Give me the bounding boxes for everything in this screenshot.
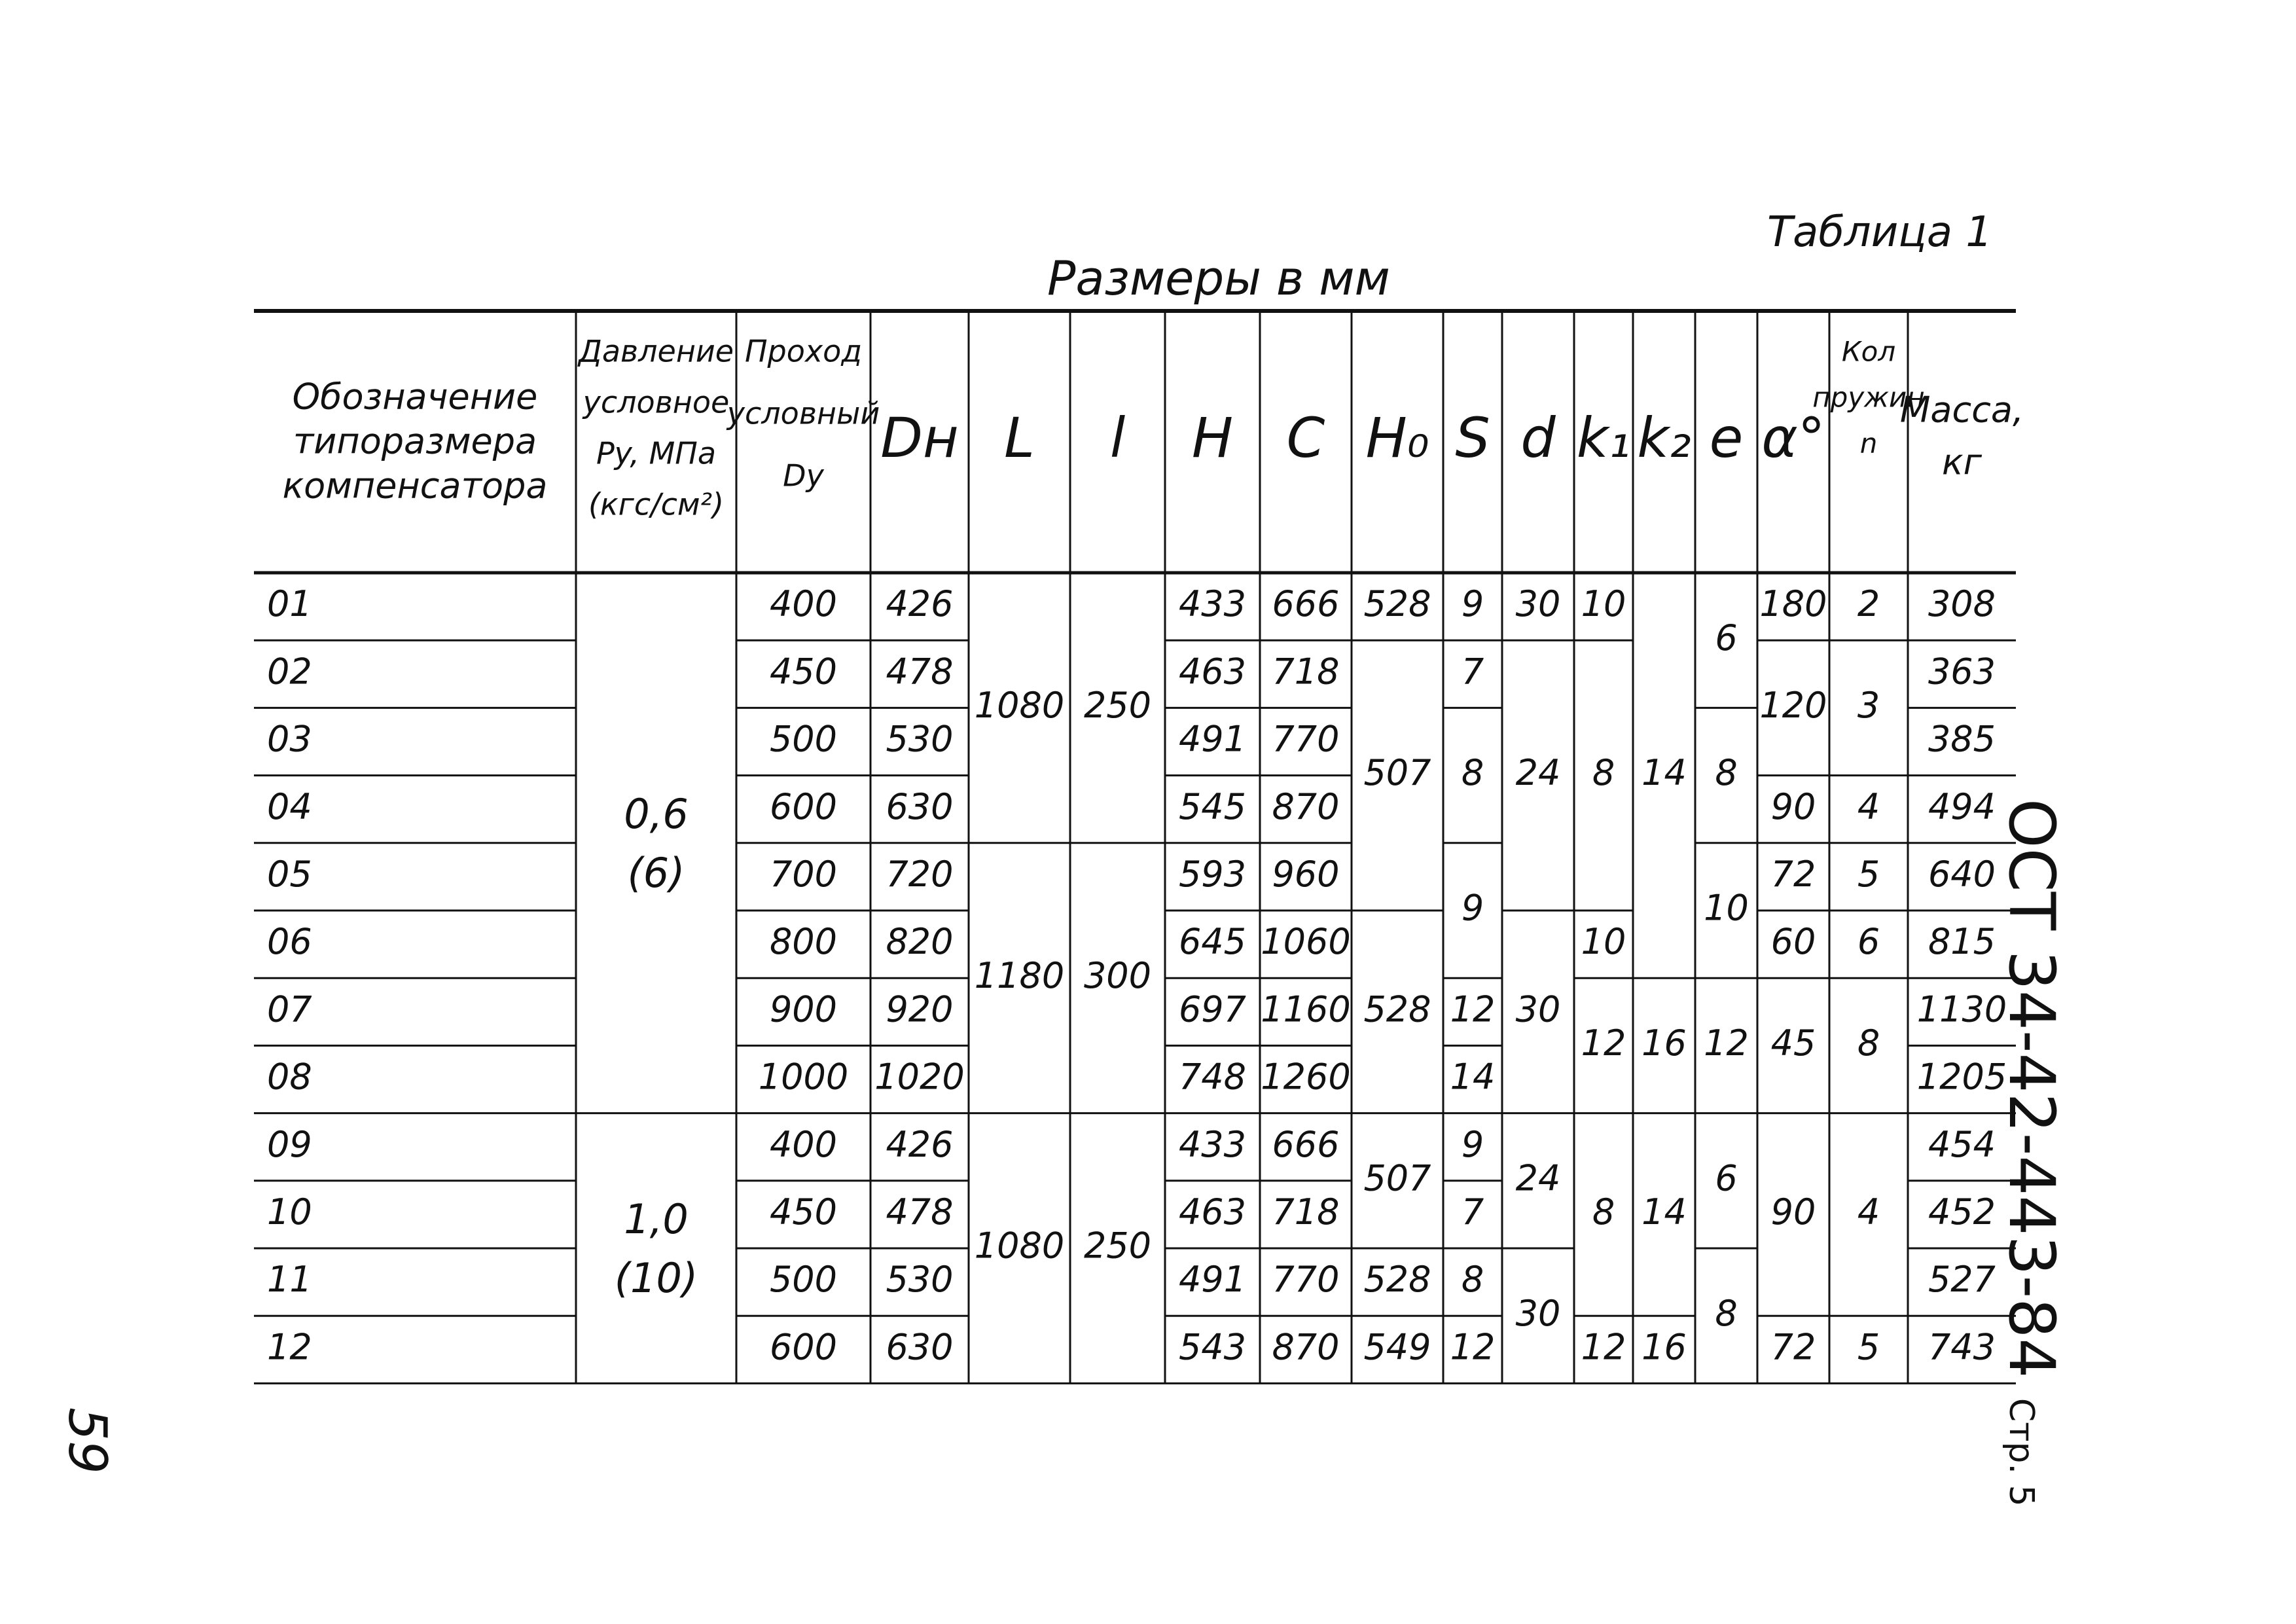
mass-cell: 454	[1928, 1123, 1996, 1165]
standard-code: ОСТ 34-42-443-84	[1995, 799, 2068, 1379]
H0-cell: 507	[1363, 1157, 1431, 1199]
alpha-cell: 45	[1770, 1022, 1816, 1064]
H-cell: 491	[1178, 1259, 1247, 1301]
k1-cell: 12	[1581, 1022, 1626, 1064]
S-cell: 9	[1461, 887, 1484, 929]
n-cell: 8	[1857, 1022, 1880, 1064]
H-cell: 697	[1178, 988, 1247, 1030]
alpha-cell: 90	[1770, 785, 1816, 827]
e-cell: 6	[1715, 1157, 1738, 1199]
H-cell: 433	[1178, 1123, 1247, 1165]
l-cell: 250	[1083, 685, 1152, 727]
n-cell: 6	[1857, 921, 1880, 963]
mass-cell: 494	[1928, 785, 1996, 827]
header-alpha: α°	[1761, 405, 1825, 470]
n-cell: 5	[1857, 1326, 1880, 1368]
Dn-cell: 426	[886, 583, 954, 625]
n-cell: 3	[1857, 685, 1880, 727]
H-cell: 491	[1178, 718, 1247, 760]
designation-cell: 01	[267, 583, 312, 625]
Dy-cell: 600	[769, 1326, 838, 1368]
H0-cell: 528	[1363, 988, 1431, 1030]
pressure-kgf-value: (10)	[614, 1254, 698, 1303]
alpha-cell: 60	[1770, 921, 1816, 963]
designation-cell: 03	[267, 718, 312, 760]
C-cell: 870	[1272, 785, 1340, 827]
header-passage: Dy	[783, 458, 824, 494]
designation-cell: 09	[267, 1123, 312, 1165]
designation-cell: 04	[267, 785, 312, 827]
header-passage: Проход	[744, 333, 863, 369]
H0-cell: 528	[1363, 583, 1431, 625]
k2-cell: 16	[1641, 1022, 1687, 1064]
d-cell: 24	[1515, 1157, 1561, 1199]
Dn-cell: 630	[886, 785, 954, 827]
header-passage: условный	[726, 395, 880, 431]
Dy-cell: 900	[769, 988, 838, 1030]
alpha-cell: 72	[1770, 854, 1816, 895]
H-cell: 645	[1178, 921, 1247, 963]
S-cell: 12	[1450, 1326, 1496, 1368]
e-cell: 6	[1715, 617, 1738, 659]
S-cell: 12	[1450, 988, 1496, 1030]
header-springs: Кол	[1841, 335, 1896, 368]
Dn-cell: 426	[886, 1123, 954, 1165]
Dy-cell: 400	[769, 583, 838, 625]
H-cell: 593	[1178, 854, 1247, 895]
designation-cell: 12	[267, 1326, 312, 1368]
header-designation: типоразмера	[293, 420, 537, 462]
d-cell: 30	[1515, 1292, 1561, 1334]
table-label: Таблица 1	[1767, 208, 1993, 257]
mass-cell: 1205	[1916, 1056, 2007, 1098]
n-cell: 4	[1857, 785, 1880, 827]
Dn-cell: 720	[886, 854, 954, 895]
C-cell: 960	[1272, 854, 1340, 895]
S-cell: 9	[1461, 1123, 1484, 1165]
header-pressure: (кгс/см²)	[588, 486, 725, 522]
designation-cell: 11	[267, 1259, 312, 1301]
header-springs: n	[1859, 427, 1878, 460]
alpha-cell: 180	[1759, 583, 1827, 625]
Dy-cell: 800	[769, 921, 838, 963]
designation-cell: 02	[267, 651, 312, 693]
header-L: L	[1004, 405, 1035, 470]
Dn-cell: 478	[886, 651, 954, 693]
Dn-cell: 530	[886, 1259, 954, 1301]
mass-cell: 452	[1928, 1191, 1996, 1233]
Dy-cell: 450	[769, 1191, 838, 1233]
n-cell: 4	[1857, 1191, 1880, 1233]
C-cell: 770	[1272, 718, 1340, 760]
Dy-cell: 400	[769, 1123, 838, 1165]
e-cell: 10	[1704, 887, 1749, 929]
Dy-cell: 700	[769, 854, 838, 895]
Dy-cell: 450	[769, 651, 838, 693]
C-cell: 718	[1272, 1191, 1340, 1233]
header-springs: пружин	[1812, 381, 1925, 414]
e-cell: 8	[1715, 1292, 1738, 1334]
H-cell: 545	[1178, 785, 1247, 827]
mass-cell: 363	[1928, 651, 1996, 693]
Dn-cell: 630	[886, 1326, 954, 1368]
S-cell: 7	[1461, 651, 1484, 693]
header-H0: H₀	[1365, 405, 1429, 470]
header-H: H	[1191, 405, 1234, 470]
sheet-page-label: Стр. 5	[2001, 1398, 2041, 1507]
Dy-cell: 500	[769, 1259, 838, 1301]
header-l: l	[1109, 405, 1126, 470]
k2-cell: 14	[1641, 752, 1687, 794]
S-cell: 8	[1461, 1259, 1484, 1301]
C-cell: 718	[1272, 651, 1340, 693]
e-cell: 8	[1715, 752, 1738, 794]
k1-cell: 10	[1581, 583, 1626, 625]
l-cell: 250	[1083, 1225, 1152, 1267]
C-cell: 666	[1272, 583, 1340, 625]
size-caption: Размеры в мм	[1047, 251, 1390, 306]
C-cell: 770	[1272, 1259, 1340, 1301]
header-C: C	[1286, 405, 1325, 470]
header-mass: кг	[1942, 441, 1982, 483]
H0-cell: 549	[1363, 1326, 1431, 1368]
designation-cell: 10	[267, 1191, 312, 1233]
header-Dn: Dн	[880, 405, 959, 470]
header-designation: компенсатора	[282, 465, 548, 507]
H-cell: 748	[1178, 1056, 1247, 1098]
S-cell: 8	[1461, 752, 1484, 794]
Dn-cell: 820	[886, 921, 954, 963]
mass-cell: 815	[1928, 921, 1996, 963]
C-cell: 1060	[1261, 921, 1351, 963]
header-k2: k₂	[1637, 405, 1691, 470]
C-cell: 1160	[1261, 988, 1351, 1030]
L-cell: 1080	[974, 1225, 1065, 1267]
S-cell: 14	[1450, 1056, 1496, 1098]
e-cell: 12	[1704, 1022, 1749, 1064]
header-S: S	[1455, 405, 1490, 470]
L-cell: 1180	[974, 954, 1065, 996]
mass-cell: 308	[1928, 583, 1996, 625]
header-k1: k₁	[1576, 405, 1631, 470]
Dn-cell: 920	[886, 988, 954, 1030]
pressure-value: 0,6	[624, 789, 689, 838]
n-cell: 5	[1857, 854, 1880, 895]
designation-cell: 07	[267, 988, 312, 1030]
header-designation: Обозначение	[292, 376, 538, 418]
C-cell: 870	[1272, 1326, 1340, 1368]
S-cell: 7	[1461, 1191, 1484, 1233]
Dn-cell: 530	[886, 718, 954, 760]
H-cell: 463	[1178, 1191, 1247, 1233]
d-cell: 30	[1515, 988, 1561, 1030]
k2-cell: 16	[1641, 1326, 1687, 1368]
designation-cell: 06	[267, 921, 312, 963]
mass-cell: 743	[1928, 1326, 1996, 1368]
H-cell: 433	[1178, 583, 1247, 625]
Dy-cell: 600	[769, 785, 838, 827]
H-cell: 543	[1178, 1326, 1247, 1368]
S-cell: 9	[1461, 583, 1484, 625]
H0-cell: 507	[1363, 752, 1431, 794]
header-d: d	[1520, 405, 1556, 470]
pressure-kgf-value: (6)	[627, 848, 685, 897]
designation-cell: 05	[267, 854, 312, 895]
alpha-cell: 120	[1759, 685, 1827, 727]
k1-cell: 12	[1581, 1326, 1626, 1368]
alpha-cell: 72	[1770, 1326, 1816, 1368]
mass-cell: 385	[1928, 718, 1996, 760]
C-cell: 1260	[1261, 1056, 1351, 1098]
H-cell: 463	[1178, 651, 1247, 693]
k1-cell: 10	[1581, 921, 1626, 963]
L-cell: 1080	[974, 685, 1065, 727]
Dn-cell: 1020	[874, 1056, 965, 1098]
k2-cell: 14	[1641, 1191, 1687, 1233]
mass-cell: 527	[1928, 1259, 1996, 1301]
d-cell: 24	[1515, 752, 1561, 794]
k1-cell: 8	[1592, 1191, 1615, 1233]
pressure-value: 1,0	[624, 1195, 689, 1244]
header-pressure: условное	[583, 384, 730, 420]
Dn-cell: 478	[886, 1191, 954, 1233]
d-cell: 30	[1515, 583, 1561, 625]
Dy-cell: 500	[769, 718, 838, 760]
header-e: e	[1709, 405, 1744, 470]
designation-cell: 08	[267, 1056, 312, 1098]
mass-cell: 640	[1928, 854, 1996, 895]
k1-cell: 8	[1592, 752, 1615, 794]
Dy-cell: 1000	[758, 1056, 849, 1098]
alpha-cell: 90	[1770, 1191, 1816, 1233]
header-mass: Масса,	[1899, 389, 2024, 431]
C-cell: 666	[1272, 1123, 1340, 1165]
H0-cell: 528	[1363, 1259, 1431, 1301]
header-pressure: Давление	[578, 333, 734, 369]
n-cell: 2	[1857, 583, 1880, 625]
mass-cell: 1130	[1916, 988, 2007, 1030]
header-pressure: Py, МПа	[596, 435, 717, 471]
l-cell: 300	[1083, 954, 1152, 996]
